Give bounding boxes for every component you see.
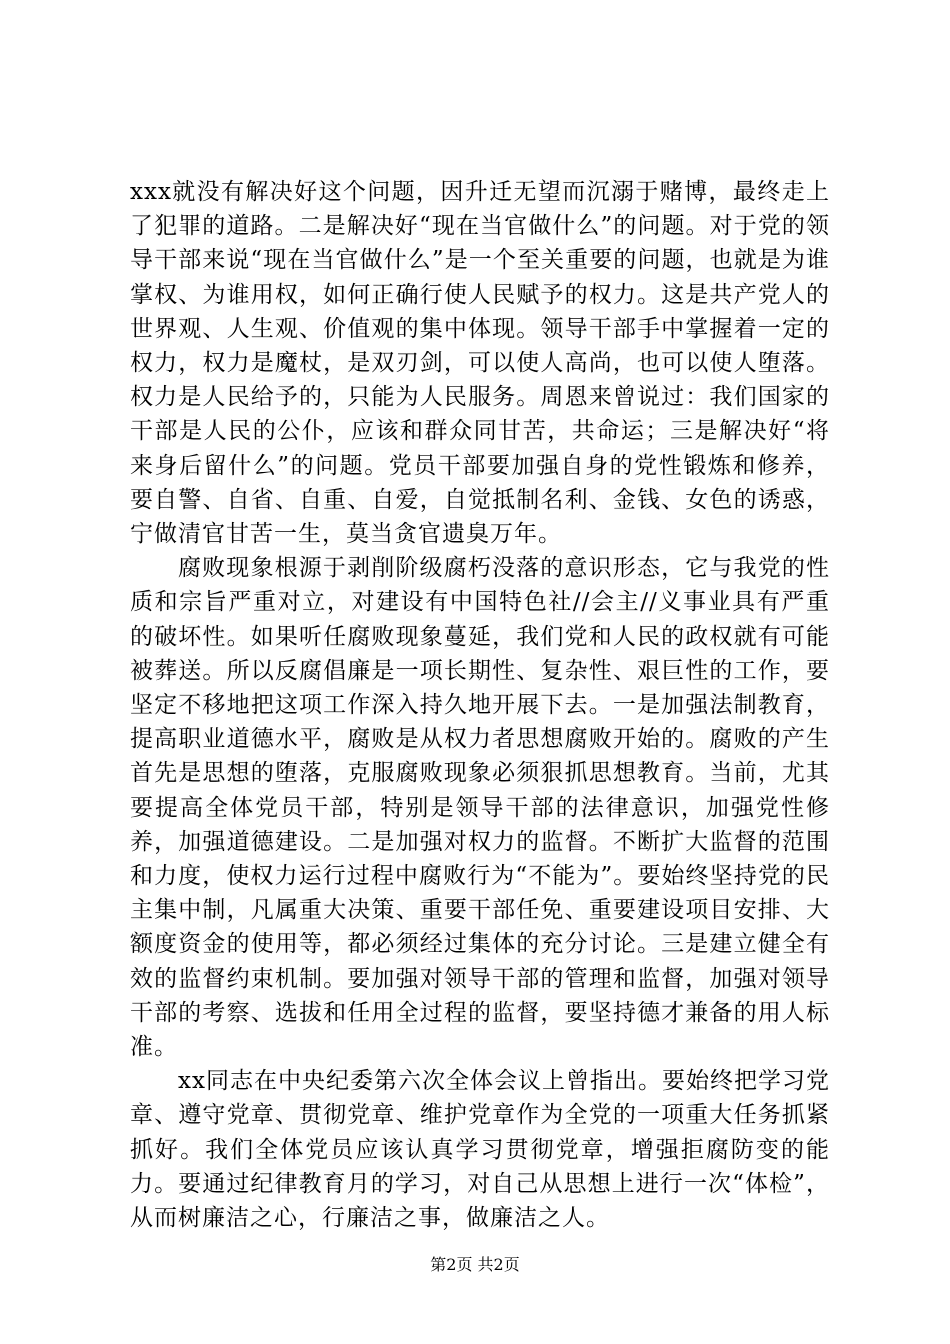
paragraph-3: xx同志在中央纪委第六次全体会议上曾指出。要始终把学习党章、遵守党章、贯彻党章、维护党章作为全党的一项重大任务抓紧抓好。我们全体党员应该认真学习贯彻党章，增强拒腐防变的能力。要通过纪律教育月的学习，对自己从思想上进行一次“体检”，从而树廉洁之心，行廉洁之事，做廉洁之人。 [130,1068,830,1232]
paragraph-2: 腐败现象根源于剥削阶级腐朽没落的意识形态，它与我党的性质和宗旨严重对立，对建设有中国特色社//会主//义事业具有严重的破坏性。如果听任腐败现象蔓延，我们党和人民的政权就有可能被葬送。所以反腐倡廉是一项长期性、复杂性、艰巨性的工作，要坚定不移地把这项工作深入持久地开展下去。一是加强法制教育，提高职业道德水平，腐败是从权力者思想腐败开始的。腐败的产生首先是思想的堕落，克服腐败现象必须狠抓思想教育。当前，尤其要提高全体党员干部，特别是领导干部的法律意识，加强党性修养，加强道德建设。二是加强对权力的监督。不断扩大监督的范围和力度，使权力运行过程中腐败行为“不能为”。要始终坚持党的民主集中制，凡属重大决策、重要干部任免、重要建设项目安排、大额度资金的使用等，都必须经过集体的充分讨论。三是建立健全有效的监督约束机制。要加强对领导干部的管理和监督，加强对领导干部的考察、选拔和任用全过程的监督，要坚持德才兼备的用人标准。 [130,555,830,1061]
document-body [130,175,830,1235]
page-number-footer: 第2页 共2页 [430,1255,520,1274]
paragraph-1: xxx就没有解决好这个问题，因升迁无望而沉溺于赌博，最终走上了犯罪的道路。二是解决好“现在当官做什么”的问题。对于党的领导干部来说“现在当官做什么”是一个至关重要的问题，也就是为谁掌权、为谁用权，如何正确行使人民赋予的权力。这是共产党人的世界观、人生观、价值观的集中体现。领导干部手中掌握着一定的权力，权力是魔杖，是双刃剑，可以使人高尚，也可以使人堕落。权力是人民给予的，只能为人民服务。周恩来曾说过：我们国家的干部是人民的公仆，应该和群众同甘苦，共命运；三是解决好“将来身后留什么”的问题。党员干部要加强自身的党性锻炼和修养，要自警、自省、自重、自爱，自觉抵制名利、金钱、女色的诱惑，宁做清官甘苦一生，莫当贪官遗臭万年。 [130,179,830,548]
